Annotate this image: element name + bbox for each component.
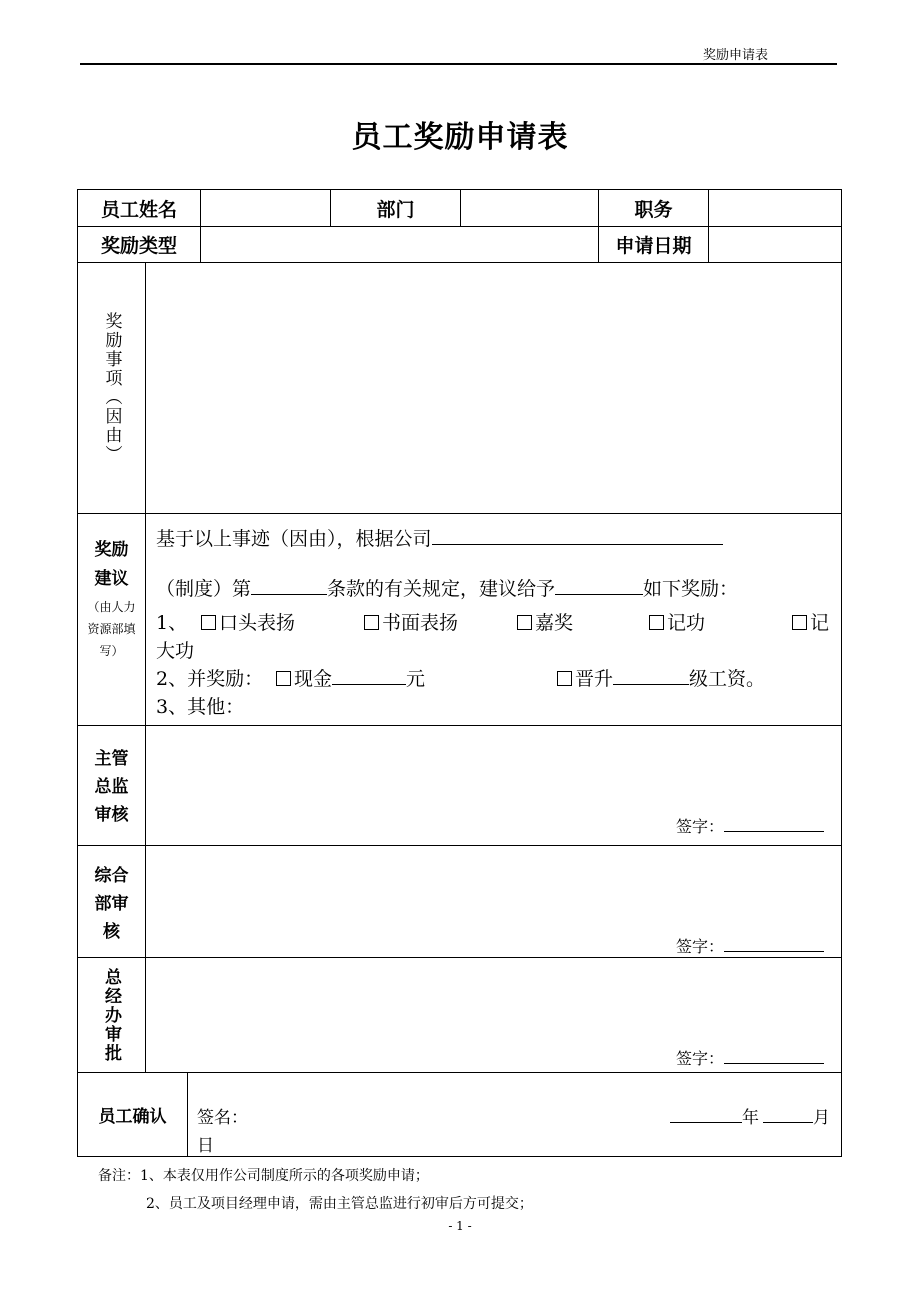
confirm-month-blank[interactable] (763, 1106, 813, 1123)
reason-label-text: 奖励事项（因由） (101, 312, 122, 464)
suggest-line-4 (156, 665, 836, 693)
gm-office-sign-blank[interactable] (724, 1047, 824, 1064)
suggest-line-3 (156, 609, 836, 637)
option-promotion[interactable]: 晋升 级工资。 (557, 665, 765, 693)
option-commendation[interactable]: 嘉奖 (517, 609, 573, 637)
suggest-line2-b: 条款的有关规定，建议给予 (327, 578, 556, 600)
extra-reward-label: 2、并奖励： (156, 668, 264, 690)
suggest-line2-c: 如下奖励： (643, 578, 739, 600)
general-dept-sign: 签字： (676, 934, 824, 957)
reward-type-field[interactable] (201, 227, 598, 262)
confirm-sign-label: 签名： (197, 1108, 248, 1128)
checkbox-icon[interactable] (276, 671, 291, 686)
option-written-praise[interactable]: 书面表扬 (364, 609, 458, 637)
department-label: 部门 (376, 198, 415, 221)
position-label: 职务 (634, 198, 673, 221)
option-number-1: 1、 (156, 612, 188, 634)
article-number-blank[interactable] (251, 576, 327, 595)
department-field[interactable] (461, 190, 598, 226)
option-cash[interactable]: 现金 元 (276, 665, 425, 693)
grade-blank[interactable] (613, 666, 689, 685)
checkbox-icon[interactable] (649, 615, 664, 630)
supervisor-sign-blank[interactable] (724, 815, 824, 832)
reason-label (78, 263, 145, 513)
note-1: 备注：1、本表仅用作公司制度所示的各项奖励申请； (98, 1168, 429, 1184)
confirm-year-blank[interactable] (670, 1106, 742, 1123)
suggest-line-5: 3、其他： (156, 696, 245, 718)
suggest-label (78, 536, 145, 662)
position-field[interactable] (709, 190, 841, 226)
suggest-label-sub: （由人力资源部填写） (87, 600, 136, 658)
employee-confirm-label: 员工确认 (98, 1107, 167, 1127)
running-header: 奖励申请表 (703, 48, 769, 63)
month-label: 月 (813, 1108, 830, 1128)
page-title: 员工奖励申请表 (351, 120, 569, 155)
employee-name-label: 员工姓名 (100, 198, 177, 221)
employee-name-field[interactable] (201, 190, 330, 226)
general-dept-sign-blank[interactable] (724, 935, 824, 952)
reward-type-label: 奖励类型 (100, 235, 177, 257)
gm-office-label (78, 958, 145, 1072)
checkbox-icon[interactable] (517, 615, 532, 630)
cash-amount-blank[interactable] (332, 666, 406, 685)
company-rule-blank[interactable] (432, 526, 723, 545)
supervisor-label-text: 主管总监审核 (94, 749, 129, 825)
suggest-line1-text: 基于以上事迹（因由），根据公司 (156, 528, 432, 550)
apply-date-field[interactable] (709, 227, 841, 262)
option-merit[interactable]: 记功 (649, 609, 705, 637)
suggest-label-main: 奖励建议 (94, 540, 129, 589)
suggest-line-3b: 大功 (156, 640, 195, 662)
checkbox-icon[interactable] (557, 671, 572, 686)
checkbox-icon[interactable] (364, 615, 379, 630)
suggest-line-1 (156, 525, 836, 553)
confirm-day-label: 日 (197, 1136, 214, 1156)
note-2: 2、员工及项目经理申请，需由主管总监进行初审后方可提交； (146, 1196, 533, 1212)
checkbox-icon[interactable] (792, 615, 807, 630)
suggest-reward-blank[interactable] (555, 576, 643, 595)
general-dept-label (78, 862, 145, 946)
supervisor-label (78, 745, 145, 829)
suggest-content (156, 525, 836, 721)
checkbox-icon[interactable] (201, 615, 216, 630)
supervisor-sign: 签字： (676, 814, 824, 837)
gm-office-sign: 签字： (676, 1046, 824, 1069)
option-verbal-praise[interactable]: 口头表扬 (201, 609, 295, 637)
gm-office-label-text: 总经办审批 (101, 967, 121, 1063)
suggest-line2-a: （制度）第 (156, 578, 252, 600)
general-dept-label-text: 综合部审核 (94, 866, 129, 942)
suggest-line-2 (156, 575, 836, 603)
year-label: 年 (742, 1108, 759, 1128)
confirm-date (670, 1103, 830, 1128)
header-rule (80, 63, 837, 65)
option-major-merit[interactable]: 记 (792, 609, 829, 637)
page-number: - 1 - (448, 1219, 472, 1233)
apply-date-label: 申请日期 (615, 235, 692, 257)
reason-field[interactable] (146, 263, 841, 513)
